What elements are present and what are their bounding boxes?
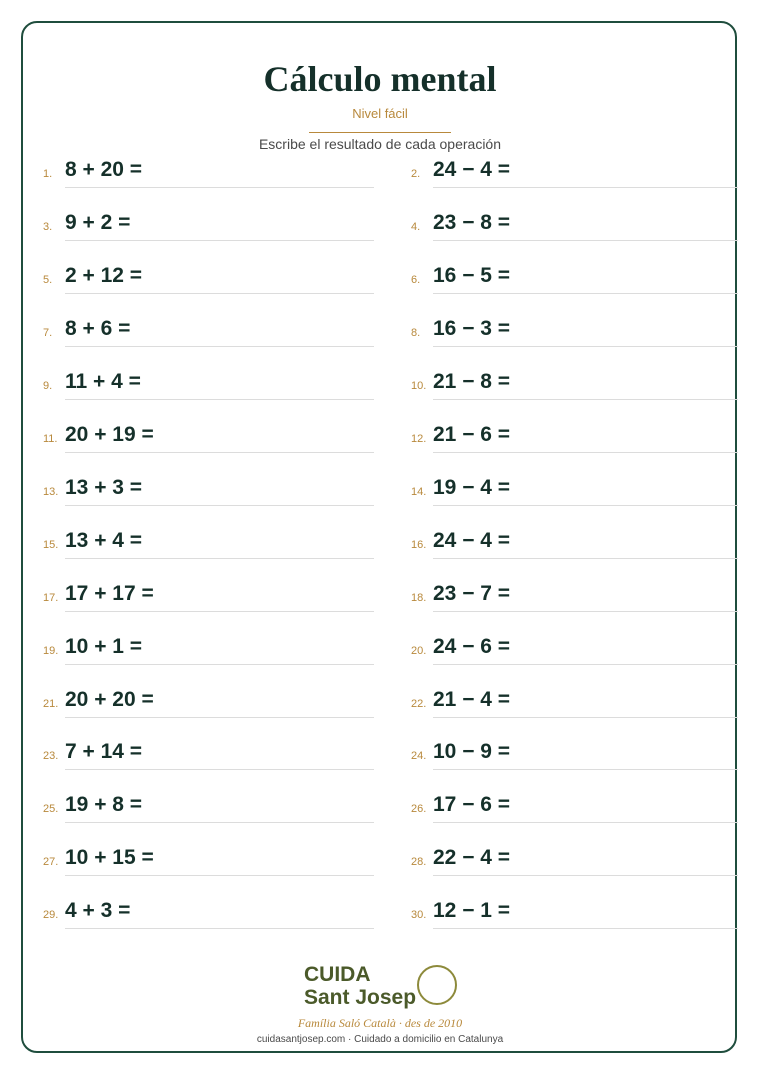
- answer-line[interactable]: [65, 505, 374, 506]
- answer-line[interactable]: [433, 187, 738, 188]
- problem-number: 29.: [43, 909, 59, 922]
- problem-expression: 23 − 8 =: [433, 210, 511, 234]
- problem-item: [411, 474, 738, 502]
- problem-item: [43, 791, 374, 819]
- problem-number: 23.: [43, 750, 59, 763]
- problem-expression: 4 + 3 =: [65, 899, 131, 923]
- problem-number: 30.: [411, 909, 427, 922]
- answer-line[interactable]: [65, 875, 374, 876]
- problem-number: 5.: [43, 273, 53, 286]
- problem-expression: 2 + 12 =: [65, 263, 143, 287]
- problem-item: [43, 368, 374, 396]
- problem-expression: 9 + 2 =: [65, 210, 131, 234]
- answer-line[interactable]: [433, 293, 738, 294]
- answer-line[interactable]: [65, 240, 374, 241]
- problem-item: [43, 633, 374, 661]
- answer-line[interactable]: [65, 664, 374, 665]
- problem-expression: 13 + 4 =: [65, 528, 143, 552]
- problem-number: 18.: [411, 591, 427, 604]
- problem-item: [411, 897, 738, 925]
- answer-line[interactable]: [433, 822, 738, 823]
- problem-number: 28.: [411, 856, 427, 869]
- logo-wordmark: [304, 963, 416, 1009]
- problem-number: 8.: [411, 326, 421, 339]
- answer-line[interactable]: [65, 822, 374, 823]
- problem-number: 24.: [411, 750, 427, 763]
- answer-line[interactable]: [65, 452, 374, 453]
- problem-number: 12.: [411, 432, 427, 445]
- problem-item: [411, 262, 738, 290]
- problem-number: 21.: [43, 697, 59, 710]
- answer-line[interactable]: [65, 717, 374, 718]
- problem-expression: 21 − 6 =: [433, 422, 511, 446]
- problem-item: [411, 156, 738, 184]
- logo-ring-icon: [417, 965, 457, 1005]
- answer-line[interactable]: [65, 928, 374, 929]
- answer-line[interactable]: [433, 875, 738, 876]
- answer-line[interactable]: [433, 346, 738, 347]
- problem-expression: 13 + 3 =: [65, 475, 143, 499]
- problem-number: 20.: [411, 644, 427, 657]
- problem-expression: 24 − 6 =: [433, 634, 511, 658]
- problem-item: [411, 791, 738, 819]
- problem-number: 17.: [43, 591, 59, 604]
- problem-number: 9.: [43, 379, 53, 392]
- problem-number: 22.: [411, 697, 427, 710]
- problem-expression: 12 − 1 =: [433, 899, 511, 923]
- problem-number: 15.: [43, 538, 59, 551]
- instructions: Escribe el resultado de cada operación: [258, 136, 502, 152]
- problem-number: 2.: [411, 168, 421, 180]
- problem-number: 6.: [411, 273, 421, 286]
- problem-expression: 10 + 1 =: [65, 634, 143, 658]
- problem-item: [43, 262, 374, 290]
- answer-line[interactable]: [433, 664, 738, 665]
- answer-line[interactable]: [65, 558, 374, 559]
- problem-number: 27.: [43, 856, 59, 869]
- problem-expression: 10 − 9 =: [433, 740, 511, 764]
- answer-line[interactable]: [433, 399, 738, 400]
- problem-expression: 8 + 6 =: [65, 316, 131, 340]
- answer-line[interactable]: [65, 293, 374, 294]
- problem-item: [411, 686, 738, 714]
- problem-expression: 19 + 8 =: [65, 793, 143, 817]
- answer-line[interactable]: [433, 928, 738, 929]
- problem-item: [43, 686, 374, 714]
- answer-line[interactable]: [433, 452, 738, 453]
- problem-expression: 23 − 7 =: [433, 581, 511, 605]
- problem-expression: 8 + 20 =: [65, 158, 143, 181]
- problem-item: [411, 209, 738, 237]
- logo-line-1: CUIDA: [304, 963, 371, 986]
- problem-number: 19.: [43, 644, 59, 657]
- answer-line[interactable]: [433, 717, 738, 718]
- problem-item: [43, 209, 374, 237]
- problem-item: [411, 738, 738, 766]
- problem-number: 11.: [43, 432, 58, 445]
- problem-item: [43, 527, 374, 555]
- problem-item: [43, 421, 374, 449]
- problem-item: [411, 580, 738, 608]
- problem-expression: 21 − 4 =: [433, 687, 511, 711]
- page-title: Cálculo mental: [263, 59, 497, 99]
- problem-number: 14.: [411, 485, 427, 498]
- problem-expression: 16 − 3 =: [433, 316, 511, 340]
- problem-expression: 20 + 20 =: [65, 687, 154, 711]
- problem-expression: 20 + 19 =: [65, 422, 154, 446]
- answer-line[interactable]: [65, 399, 374, 400]
- problem-expression: 19 − 4 =: [433, 475, 511, 499]
- answer-line[interactable]: [433, 505, 738, 506]
- problem-item: [43, 156, 374, 184]
- answer-line[interactable]: [65, 769, 374, 770]
- problem-item: [411, 844, 738, 872]
- problem-number: 3.: [43, 220, 53, 233]
- tagline: Família Saló Català · des de 2010: [297, 1016, 463, 1030]
- answer-line[interactable]: [433, 558, 738, 559]
- problem-number: 26.: [411, 803, 427, 816]
- level-subtitle: Nivel fácil: [352, 106, 408, 121]
- title-divider: [309, 132, 451, 133]
- problem-item: [43, 844, 374, 872]
- problem-expression: 7 + 14 =: [65, 740, 143, 764]
- problem-number: 1.: [43, 168, 53, 180]
- problem-number: 25.: [43, 803, 59, 816]
- problem-item: [411, 633, 738, 661]
- problem-expression: 17 + 17 =: [65, 581, 154, 605]
- brand-logo: [304, 963, 466, 1013]
- problem-number: 7.: [43, 326, 53, 339]
- problem-item: [411, 315, 738, 343]
- problem-expression: 24 − 4 =: [433, 158, 511, 181]
- problem-item: [43, 474, 374, 502]
- answer-line[interactable]: [65, 187, 374, 188]
- problem-item: [43, 315, 374, 343]
- problem-expression: 24 − 4 =: [433, 528, 511, 552]
- problem-number: 4.: [411, 220, 421, 233]
- problem-number: 13.: [43, 485, 59, 498]
- logo-line-2: Sant Josep: [304, 986, 417, 1009]
- problem-item: [411, 368, 738, 396]
- problem-item: [43, 897, 374, 925]
- problem-expression: 10 + 15 =: [65, 846, 154, 870]
- answer-line[interactable]: [433, 769, 738, 770]
- problem-item: [411, 527, 738, 555]
- answer-line[interactable]: [65, 346, 374, 347]
- problem-expression: 17 − 6 =: [433, 793, 511, 817]
- footer-text: cuidasantjosep.com · Cuidado a domicilio en Catalunya: [256, 1034, 504, 1045]
- problem-number: 16.: [411, 538, 427, 551]
- answer-line[interactable]: [433, 611, 738, 612]
- answer-line[interactable]: [65, 611, 374, 612]
- problem-expression: 21 − 8 =: [433, 369, 511, 393]
- problem-item: [43, 738, 374, 766]
- problem-number: 10.: [411, 379, 427, 392]
- problem-expression: 16 − 5 =: [433, 263, 511, 287]
- answer-line[interactable]: [433, 240, 738, 241]
- problem-item: [43, 580, 374, 608]
- problem-expression: 22 − 4 =: [433, 846, 511, 870]
- problem-item: [411, 421, 738, 449]
- problem-expression: 11 + 4 =: [65, 369, 141, 393]
